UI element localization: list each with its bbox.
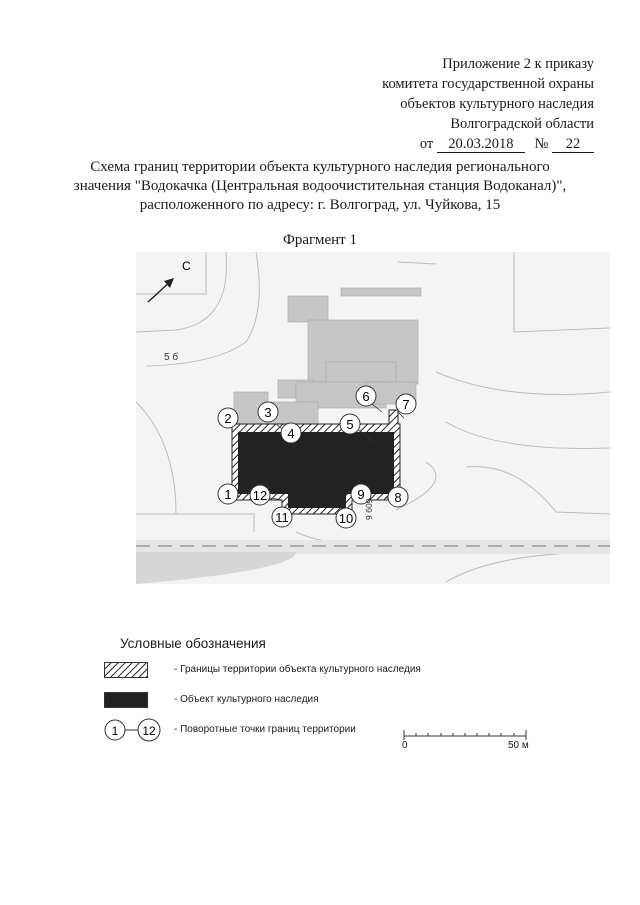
point-label: 1 <box>224 487 232 502</box>
turning-point-4 <box>281 423 301 443</box>
number-label: № <box>534 136 549 152</box>
point-label: 12 <box>252 488 268 503</box>
territory-map <box>136 252 610 584</box>
turning-point-6 <box>356 386 376 406</box>
turning-point-12 <box>250 485 270 505</box>
point-label: 5 <box>346 417 354 432</box>
points-swatch-icon <box>104 718 162 742</box>
north-label: С <box>182 259 191 273</box>
order-date: 20.03.2018 <box>437 136 525 153</box>
legend-title: Условные обозначения <box>120 636 266 651</box>
header-date-line <box>382 134 594 154</box>
road-strip <box>136 540 610 554</box>
map-background <box>136 252 610 584</box>
turning-point-11 <box>272 507 292 527</box>
building-label: 9 б09 <box>364 498 374 520</box>
header-line-2: комитета государственной охраны <box>382 76 594 92</box>
object-swatch-icon <box>104 692 148 708</box>
turning-point-10 <box>336 508 356 528</box>
point-label: 10 <box>338 511 354 526</box>
turning-point-1 <box>218 484 238 504</box>
title-line-3: расположенного по адресу: г. Волгоград, ул. Чуйкова, 15 <box>139 197 501 213</box>
building <box>341 288 421 296</box>
header-line-1: Приложение 2 к приказу <box>442 56 594 72</box>
legend-label-points: - Поворотные точки границ территории <box>174 724 356 735</box>
legend-label-object: - Объект культурного наследия <box>174 694 319 705</box>
point-label: 4 <box>287 426 295 441</box>
legend-point-last: 12 <box>142 724 156 738</box>
appendix-header <box>382 54 594 154</box>
scale-max-label: 50 м <box>508 740 529 751</box>
point-label: 11 <box>275 510 289 525</box>
legend <box>104 632 564 762</box>
building <box>288 296 328 322</box>
turning-point-3 <box>258 402 278 422</box>
title-line-2: значения "Водокачка (Центральная водоочистительная станция Водоканал)", <box>73 178 567 194</box>
turning-point-8 <box>388 487 408 507</box>
point-label: 8 <box>394 490 402 505</box>
scale-zero-label: 0 <box>402 740 408 751</box>
from-label: от <box>419 136 434 152</box>
point-label: 9 <box>357 487 365 502</box>
point-label: 6 <box>362 389 370 404</box>
fragment-label: Фрагмент 1 <box>283 232 357 248</box>
building-label: 5 б <box>164 352 179 363</box>
point-label: 7 <box>402 397 410 412</box>
header-line-4: Волгоградской области <box>450 116 594 132</box>
title-line-1: Схема границ территории объекта культурного наследия регионального <box>90 159 550 175</box>
order-number: 22 <box>552 136 594 153</box>
hatch-swatch-icon <box>104 662 148 678</box>
turning-point-7 <box>396 394 416 414</box>
turning-point-5 <box>340 414 360 434</box>
legend-point-first: 1 <box>111 724 119 738</box>
point-label: 3 <box>264 405 272 420</box>
header-line-3: объектов культурного наследия <box>400 96 594 112</box>
point-label: 2 <box>224 411 232 426</box>
legend-label-boundary: - Границы территории объекта культурного наследия <box>174 664 421 675</box>
turning-point-2 <box>218 408 238 428</box>
document-title <box>40 158 600 215</box>
